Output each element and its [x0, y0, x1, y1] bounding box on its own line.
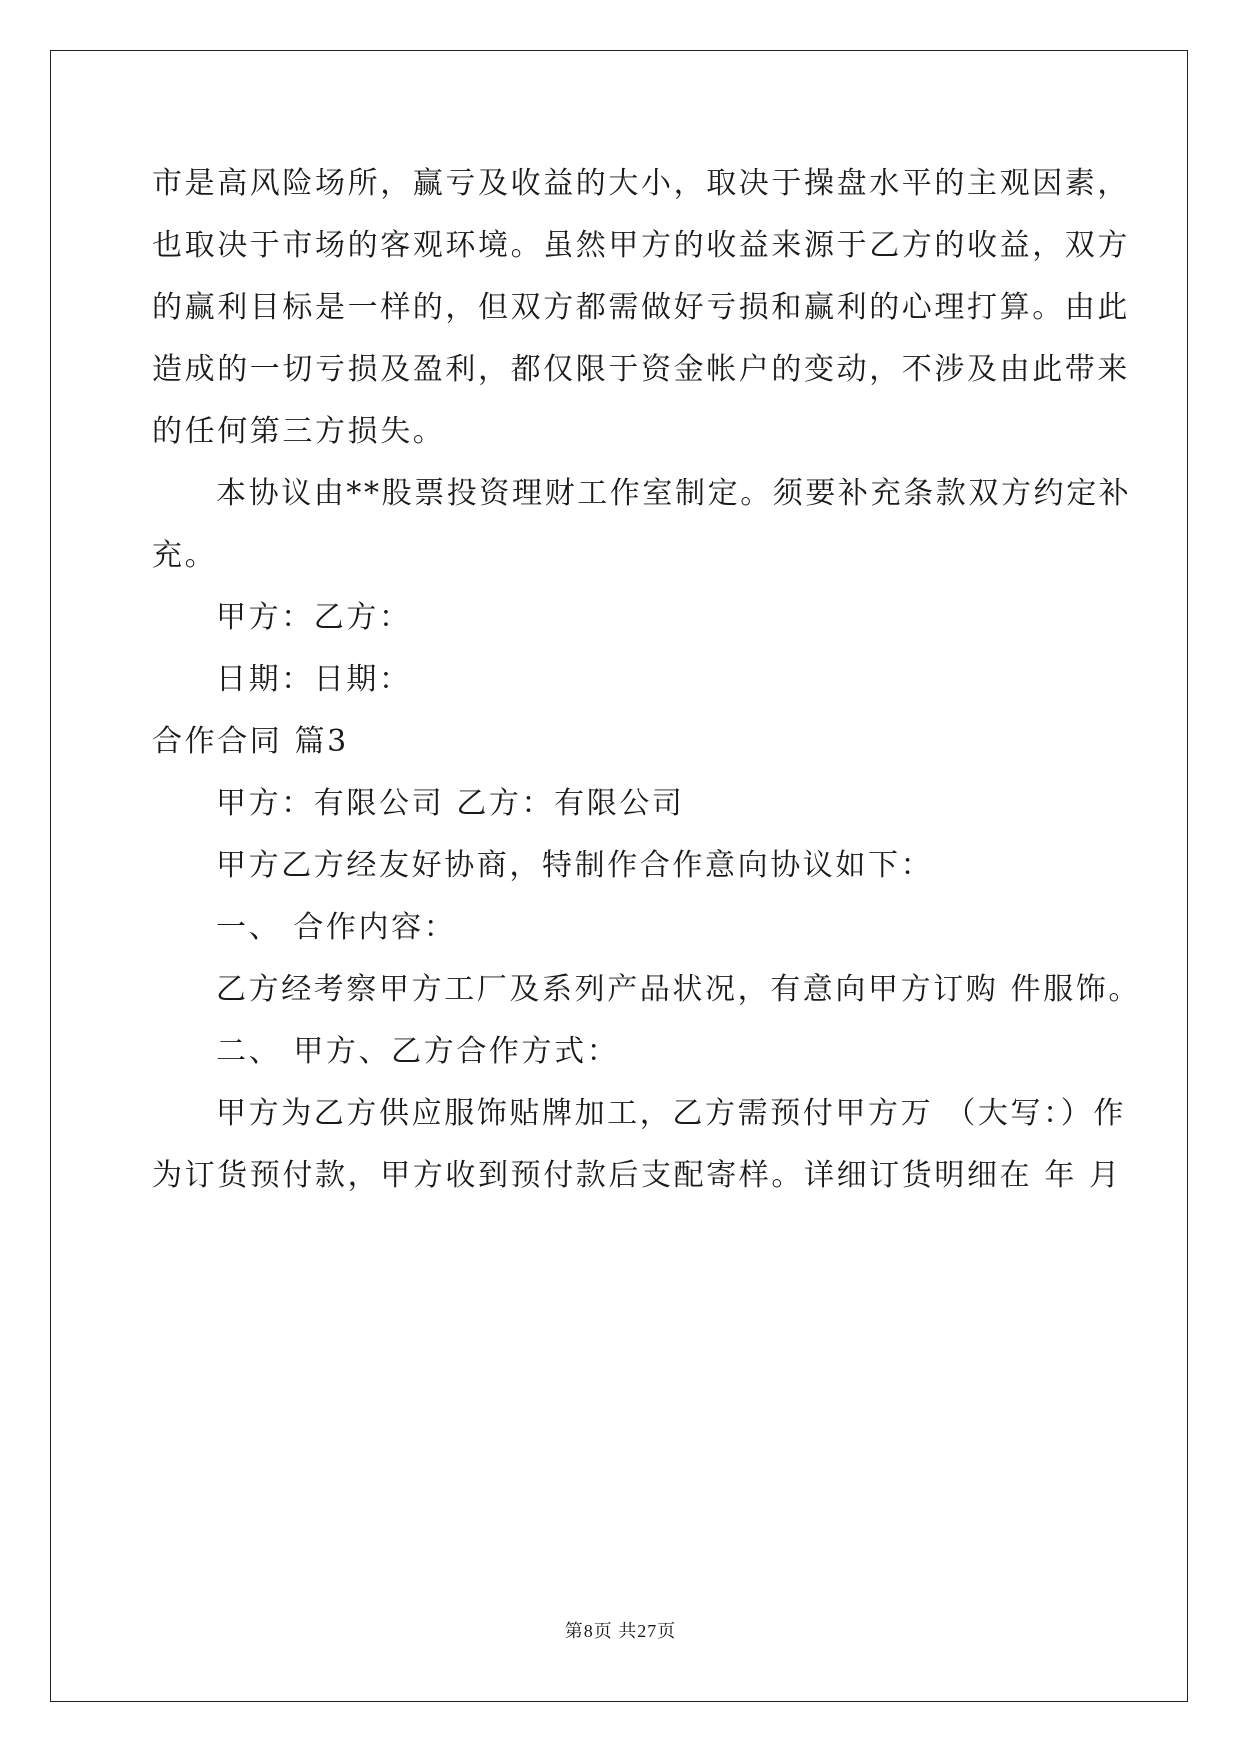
body-text-line: 甲方乙方经友好协商，特制作合作意向协议如下：	[216, 848, 934, 883]
body-text-line: 造成的一切亏损及盈利，都仅限于资金帐户的变动，不涉及由此带来	[152, 352, 1130, 387]
body-text-line: 的赢利目标是一样的，但双方都需做好亏损和赢利的心理打算。由此	[152, 290, 1130, 325]
body-text-line: 的任何第三方损失。	[152, 414, 446, 449]
clause-heading: 二、 甲方、乙方合作方式：	[216, 1034, 620, 1069]
body-text-line: 为订货预付款，甲方收到预付款后支配寄样。详细订货明细在 年 月	[152, 1158, 1122, 1193]
parties-line: 甲方：有限公司 乙方：有限公司	[216, 786, 685, 821]
clause-heading: 一、 合作内容：	[216, 910, 457, 945]
page-number-footer: 第8页 共27页	[564, 1621, 677, 1641]
body-text-line: 甲方为乙方供应服饰贴牌加工，乙方需预付甲方万 （大写：）作	[216, 1096, 1126, 1131]
body-text-line: 也取决于市场的客观环境。虽然甲方的收益来源于乙方的收益，双方	[152, 228, 1130, 263]
signature-parties-line: 甲方：乙方：	[216, 600, 412, 635]
body-text-line: 市是高风险场所，赢亏及收益的大小，取决于操盘水平的主观因素，	[152, 166, 1130, 201]
body-text-line: 本协议由**股票投资理财工作室制定。须要补充条款双方约定补	[216, 476, 1132, 511]
signature-dates-line: 日期：日期：	[216, 662, 412, 697]
body-text-line: 充。	[152, 538, 218, 573]
section-heading: 合作合同 篇3	[152, 724, 349, 759]
body-text-line: 乙方经考察甲方工厂及系列产品状况，有意向甲方订购 件服饰。	[216, 972, 1141, 1007]
